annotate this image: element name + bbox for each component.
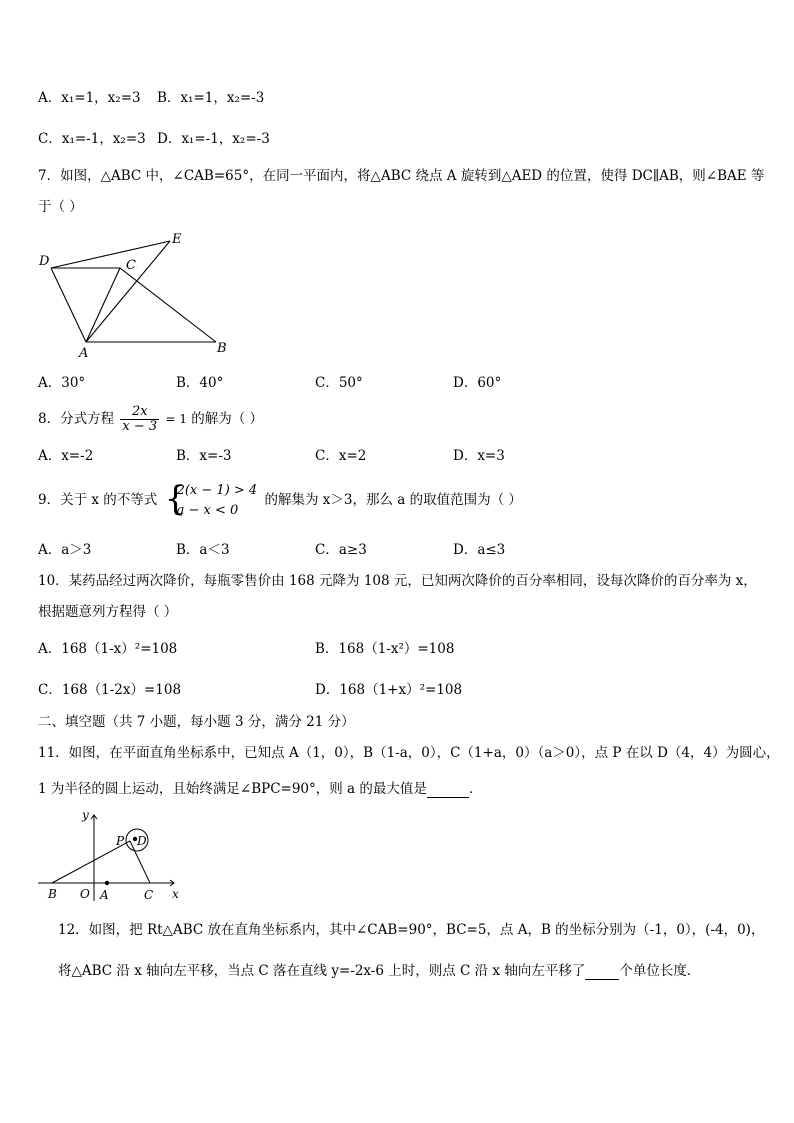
- q10-text-line2: 根据题意列方程得（ ）: [38, 604, 178, 620]
- q7-option-c: C．50°: [315, 375, 363, 391]
- q11-point-a: [105, 881, 109, 885]
- q9-option-c: C．a≥3: [315, 542, 367, 558]
- q11-label-y: y: [82, 808, 89, 822]
- q9-option-d: D．a≤3: [453, 542, 506, 558]
- q7-figure: [30, 228, 240, 360]
- q6-option-b: B．x₁=1，x₂=-3: [157, 90, 265, 106]
- q8-option-d: D．x=3: [453, 448, 505, 464]
- q11-label-x: x: [172, 887, 179, 901]
- q9-suffix: 的解集为 x＞3，那么 a 的取值范围为（ ）: [264, 492, 522, 508]
- q7-seg-de: [51, 241, 170, 268]
- q7-text-line1: 7．如图，△ABC 中，∠CAB=65°，在同一平面内，将△ABC 绕点 A 旋转到△AED 的位置，使得 DC∥AB，则∠BAE 等: [38, 168, 765, 184]
- q11-label-b: B: [48, 887, 57, 901]
- q7-seg-cb: [120, 268, 216, 342]
- q6-option-c: C．x₁=-1，x₂=3: [38, 131, 146, 147]
- q8-suffix: 的解为（ ）: [191, 411, 264, 427]
- q8-option-c: C．x=2: [315, 448, 367, 464]
- q8-option-b: B．x=-3: [176, 448, 232, 464]
- q11-text-line2-b: ．: [468, 781, 483, 797]
- q7-label-c: C: [126, 258, 136, 273]
- q12-text-line2-a: 将△ABC 沿 x 轴向左平移，当点 C 落在直线 y=-2x-6 上时，则点 C 沿 x 轴向左平移了: [58, 963, 586, 979]
- q9-inequality-system: [164, 478, 258, 521]
- q7-label-e: E: [172, 232, 182, 247]
- q11-label-c: C: [144, 888, 154, 902]
- q7-seg-da: [51, 268, 86, 342]
- q7-label-a: A: [79, 346, 89, 360]
- q7-option-d: D．60°: [453, 375, 502, 391]
- q9-prefix: 9．关于 x 的不等式: [38, 492, 158, 508]
- q11-figure: [34, 805, 184, 905]
- q12-text-line2-b: 个单位长度．: [619, 963, 701, 979]
- q7-seg-ac: [86, 268, 120, 342]
- q8-equals: = 1: [165, 412, 187, 426]
- q7-option-b: B．40°: [176, 375, 224, 391]
- q7-seg-ae: [86, 241, 170, 342]
- q9-option-b: B．a＜3: [176, 542, 230, 558]
- q11-text-line2: [38, 780, 482, 798]
- q12-answer-blank[interactable]: [585, 965, 619, 980]
- q11-answer-blank[interactable]: [427, 783, 469, 798]
- q8-fraction: [120, 405, 159, 434]
- q11-text-line1: 11．如图，在平面直角坐标系中，已知点 A（1，0），B（1-a，0），C（1+a，0）（a＞0），点 P 在以 D（4，4）为圆心，: [38, 745, 780, 761]
- q12-text-line1: 12．如图，把 Rt△ABC 放在直角坐标系内，其中∠CAB=90°，BC=5，点 A，B 的坐标分别为（-1，0），(-4，0)，: [58, 922, 765, 938]
- q11-label-p: P: [116, 834, 125, 848]
- q10-option-c: C．168（1-2x）=108: [38, 682, 182, 698]
- q8-denominator: x − 3: [122, 419, 158, 434]
- q12-text-line2: [58, 962, 700, 980]
- q10-option-b: B．168（1-x²）=108: [315, 641, 455, 657]
- q11-text-line2-a: 1 为半径的圆上运动，且始终满足∠BPC=90°，则 a 的最大值是: [38, 781, 427, 797]
- q11-label-d: D: [137, 834, 147, 848]
- q8-prefix: 8．分式方程: [38, 411, 115, 427]
- q8-option-a: A．x=-2: [38, 448, 94, 464]
- section-heading-fill-in: 二、填空题（共 7 小题，每小题 3 分，满分 21 分）: [38, 714, 355, 730]
- q7-label-b: B: [217, 341, 227, 356]
- q6-option-a: A．x₁=1，x₂=3: [38, 90, 141, 106]
- q6-option-d: D．x₁=-1，x₂=-3: [157, 131, 270, 147]
- q10-option-a: A．168（1-x）²=108: [38, 641, 178, 657]
- q9-brace: {: [164, 478, 187, 519]
- q10-text-line1: 10．某药品经过两次降价，每瓶零售价由 168 元降为 108 元，已知两次降价的百分率相同，设每次降价的百分率为 x，: [38, 573, 757, 589]
- q9-inequality-2: a − x < 0: [176, 502, 239, 518]
- q8-numerator: 2x: [120, 405, 159, 420]
- q8-text: [38, 404, 263, 434]
- q7-text-line2: 于（ ）: [38, 199, 83, 215]
- q9-option-a: A．a＞3: [38, 542, 92, 558]
- q7-label-d: D: [39, 254, 50, 269]
- q9-inequality-1: 2(x − 1) > 4: [176, 482, 258, 498]
- q7-option-a: A．30°: [38, 375, 86, 391]
- q11-label-o: O: [80, 887, 90, 901]
- q11-label-a: A: [100, 888, 109, 902]
- q9-text: [38, 478, 522, 522]
- q10-option-d: D．168（1+x）²=108: [315, 682, 463, 698]
